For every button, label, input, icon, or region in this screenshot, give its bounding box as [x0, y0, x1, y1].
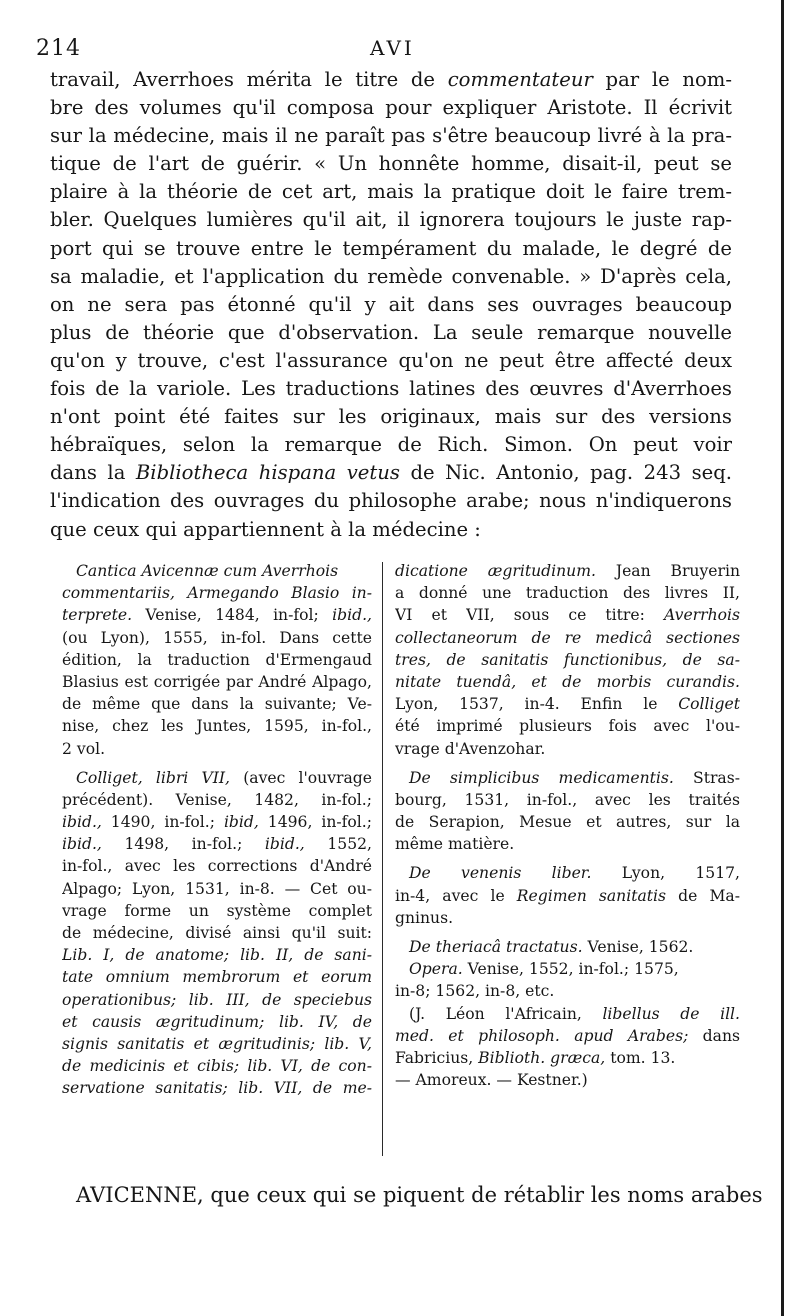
bib-line: et causis ægritudinum; lib. IV, de	[62, 1012, 372, 1031]
entry-gap	[395, 760, 740, 767]
bibliography-right-column	[395, 560, 740, 1091]
body-line: plus de théorie que d'observation. La seule remarque nouvelle	[50, 320, 732, 344]
bib-line: a donné une traduction des livres II,	[395, 584, 740, 603]
bib-line: 2 vol.	[62, 739, 106, 758]
bib-line: Fabricius, Biblioth. græca, tom. 13.	[395, 1048, 676, 1067]
bib-line: bourg, 1531, in-fol., avec les traités	[395, 790, 740, 809]
page-number: 214	[36, 36, 81, 61]
body-line: plaire à la théorie de cet art, mais la pratique doit le faire trem-	[50, 180, 732, 204]
bib-line: VI et VII, sous ce titre: Averrhois	[395, 606, 740, 625]
bibliography-left-column	[62, 560, 372, 1100]
bib-line: collectaneorum de re medicâ sectiones	[395, 628, 740, 647]
bib-line: de médecine, divisé ainsi qu'il suit:	[62, 924, 372, 942]
bib-line: commentariis, Armegando Blasio in-	[62, 584, 372, 603]
bib-line: dicatione ægritudinum. Jean Bruyerin	[395, 562, 740, 580]
bib-line: précédent). Venise, 1482, in-fol.;	[62, 790, 372, 809]
bib-line: De venenis liber. Lyon, 1517,	[409, 864, 740, 883]
body-line: qu'on y trouve, c'est l'assurance qu'on ne peut être affecté deux	[50, 348, 732, 372]
entry-gap	[395, 929, 740, 936]
bib-line: De theriacâ tractatus. Venise, 1562.	[409, 938, 694, 956]
bib-line: in-fol., avec les corrections d'André	[62, 857, 372, 876]
body-line: sur la médecine, mais il ne paraît pas s'être beaucoup livré à la pra-	[50, 124, 732, 148]
bib-line: nise, chez les Juntes, 1595, in-fol.,	[62, 717, 372, 736]
main-paragraph	[50, 66, 732, 544]
bib-line: gninus.	[395, 908, 454, 927]
body-line: hébraïques, selon la remarque de Rich. Simon. On peut voir	[50, 433, 732, 457]
bib-line: (J. Léon l'Africain, libellus de ill.	[409, 1004, 740, 1023]
running-head: AVI	[370, 36, 415, 60]
bib-line: med. et philosoph. apud Arabes; dans	[395, 1026, 740, 1045]
body-line: que ceux qui appartiennent à la médecine :	[50, 517, 481, 541]
body-line: bler. Quelques lumières qu'il ait, il ignorera toujours le juste rap-	[50, 208, 732, 232]
bib-line: de medicinis et cibis; lib. VI, de con-	[62, 1057, 372, 1076]
bib-line: édition, la traduction d'Ermengaud	[62, 650, 372, 669]
next-entry-catchword: AVICENNE, que ceux qui se piquent de rétablir les noms arabes	[76, 1183, 763, 1207]
bib-line: nitate tuendâ, et de morbis curandis.	[395, 672, 740, 691]
body-line: tique de l'art de guérir. « Un honnête homme, disait-il, peut se	[50, 152, 732, 176]
entry-gap	[395, 855, 740, 862]
body-line: bre des volumes qu'il composa pour expliquer Aristote. Il écrivit	[50, 96, 732, 120]
body-line: dans la Bibliotheca hispana vetus de Nic. Antonio, pag. 243 seq.	[50, 461, 732, 485]
body-line: port qui se trouve entre le tempérament du malade, le degré de	[50, 236, 732, 260]
bib-line: ibid., 1498, in-fol.; ibid., 1552,	[62, 835, 372, 854]
bib-line: Lib. I, de anatome; lib. II, de sani-	[62, 946, 372, 965]
bib-line: — Amoreux. — Kestner.)	[395, 1071, 588, 1090]
bib-line: vrage forme un système complet	[62, 901, 372, 920]
body-line: n'ont point été faites sur les originaux, mais sur des versions	[50, 405, 732, 429]
bib-line: Opera. Venise, 1552, in-fol.; 1575,	[409, 960, 679, 979]
bib-line: même matière.	[395, 835, 515, 854]
bib-line: (ou Lyon), 1555, in-fol. Dans cette	[62, 628, 372, 647]
bib-line: Cantica Avicennæ cum Averrhois	[76, 562, 339, 580]
bib-line: Colliget, libri VII, (avec l'ouvrage	[76, 768, 372, 787]
body-line: sa maladie, et l'application du remède convenable. » D'après cela,	[50, 264, 732, 288]
bib-line: signis sanitatis et ægritudinis; lib. V,	[62, 1034, 372, 1053]
bib-line: Alpago; Lyon, 1531, in-8. — Cet ou-	[62, 879, 372, 898]
body-line: fois de la variole. Les traductions latines des œuvres d'Averrhoes	[50, 377, 732, 401]
bib-line: operationibus; lib. III, de speciebus	[62, 990, 372, 1009]
bib-line: De simplicibus medicamentis. Stras-	[409, 768, 740, 787]
bib-line: de même que dans la suivante; Ve-	[62, 695, 372, 714]
body-line: travail, Averrhoes mérita le titre de commentateur par le nom-	[50, 68, 732, 91]
bib-line: ibid., 1490, in-fol.; ibid, 1496, in-fol.;	[62, 813, 372, 832]
column-divider	[382, 562, 383, 1156]
entry-gap	[62, 760, 372, 767]
bib-line: in-4, avec le Regimen sanitatis de Ma-	[395, 886, 740, 905]
bib-line: de Serapion, Mesue et autres, sur la	[395, 813, 740, 832]
bib-line: été imprimé plusieurs fois avec l'ou-	[395, 717, 740, 736]
bib-line: tate omnium membrorum et eorum	[62, 968, 372, 987]
bib-line: vrage d'Avenzohar.	[395, 739, 546, 758]
body-line: on ne sera pas étonné qu'il y ait dans ses ouvrages beaucoup	[50, 292, 732, 316]
bib-line: in-8; 1562, in-8, etc.	[395, 982, 555, 1001]
bib-line: Blasius est corrigée par André Alpago,	[62, 672, 372, 691]
bib-line: Lyon, 1537, in-4. Enfin le Colliget	[395, 695, 740, 714]
page-edge-rule	[781, 0, 784, 1316]
bib-line: tres, de sanitatis functionibus, de sa-	[395, 650, 740, 669]
bib-line: servatione sanitatis; lib. VII, de me-	[62, 1079, 372, 1098]
bib-line: terprete. Venise, 1484, in-fol; ibid.,	[62, 606, 372, 625]
body-line: l'indication des ouvrages du philosophe arabe; nous n'indiquerons	[50, 489, 732, 513]
